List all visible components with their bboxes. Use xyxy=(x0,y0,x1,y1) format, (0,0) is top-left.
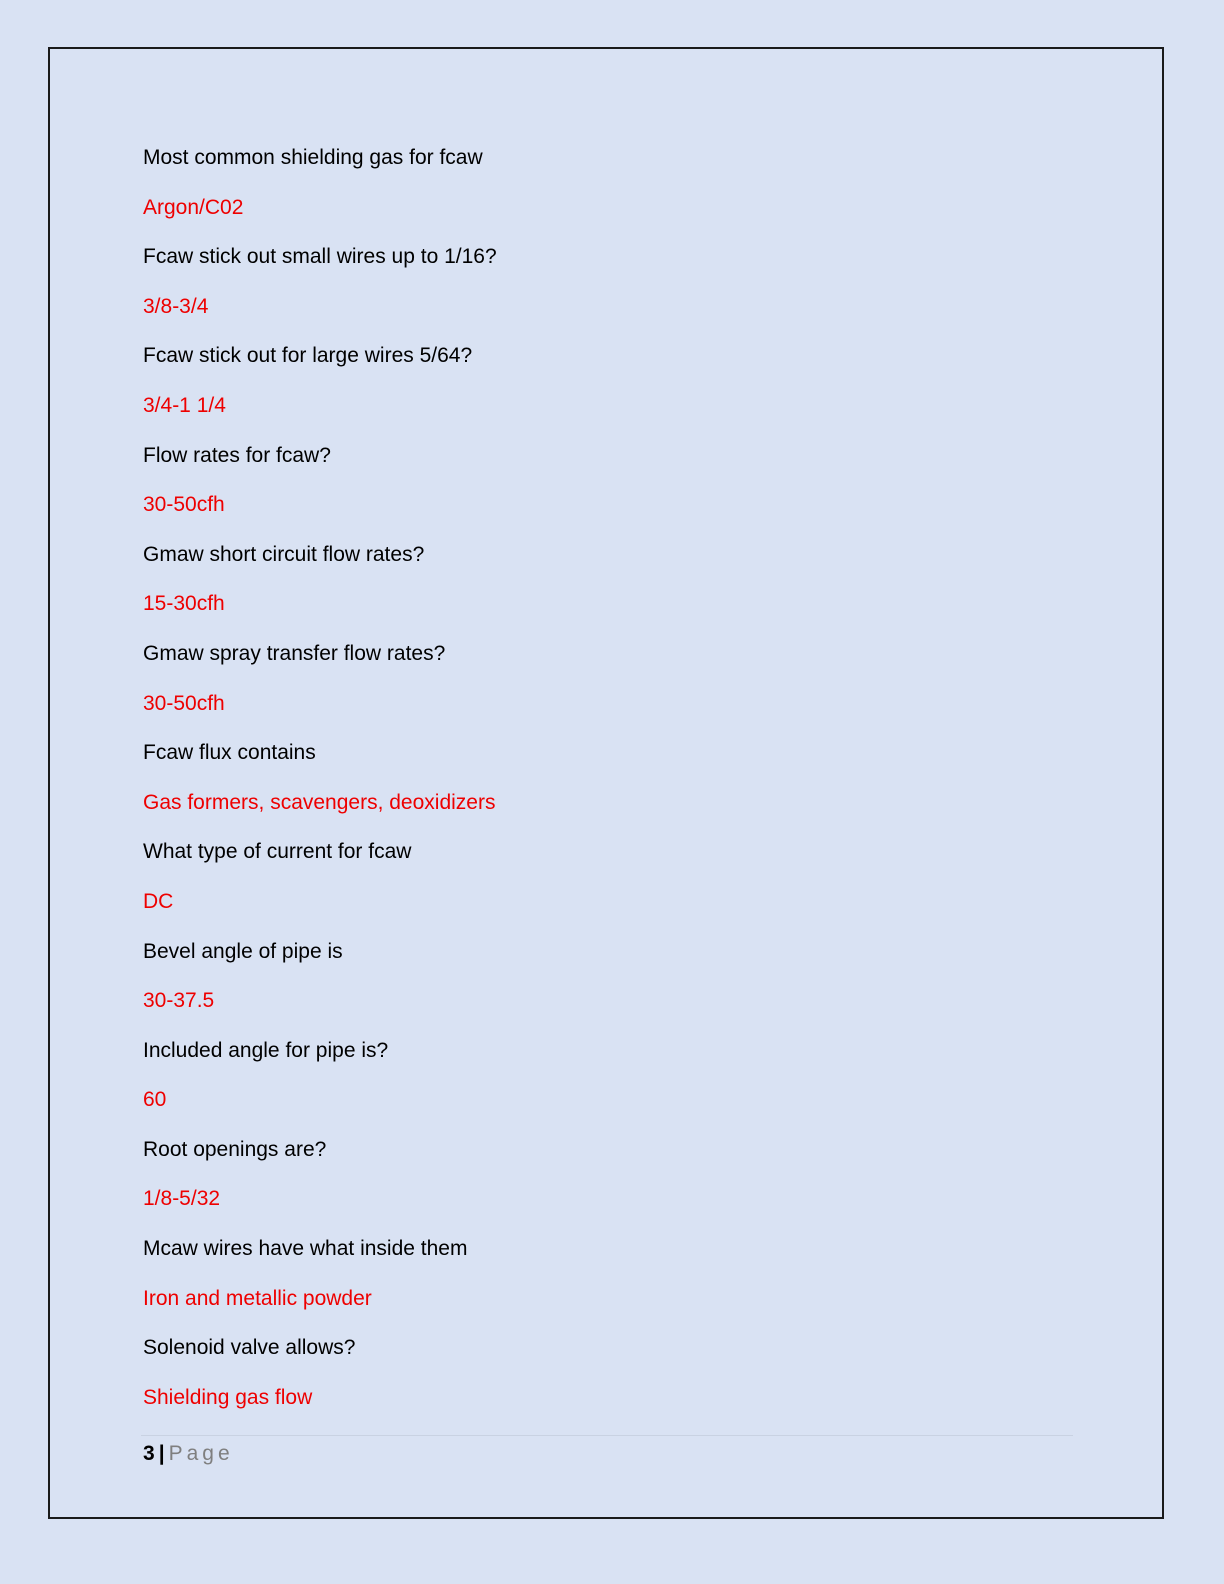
question-line: Fcaw stick out small wires up to 1/16? xyxy=(143,245,497,269)
answer-line: 15-30cfh xyxy=(143,592,225,616)
footer-separator: | xyxy=(158,1442,165,1465)
answer-line: 30-50cfh xyxy=(143,493,225,517)
answer-line: Iron and metallic powder xyxy=(143,1286,372,1310)
page-label: Page xyxy=(168,1442,234,1465)
question-line: Included angle for pipe is? xyxy=(143,1038,389,1062)
question-line: Flow rates for fcaw? xyxy=(143,443,331,467)
answer-line: DC xyxy=(143,889,174,913)
page-number: 3 xyxy=(143,1442,155,1465)
question-line: Root openings are? xyxy=(143,1137,327,1161)
answer-line: 3/4-1 1/4 xyxy=(143,393,226,417)
answer-line: 30-50cfh xyxy=(143,691,225,715)
question-line: Solenoid valve allows? xyxy=(143,1336,356,1360)
answer-line: 3/8-3/4 xyxy=(143,294,209,318)
question-line: What type of current for fcaw xyxy=(143,840,412,864)
page-footer xyxy=(143,1440,234,1468)
answer-line: 1/8-5/32 xyxy=(143,1187,221,1211)
question-line: Fcaw stick out for large wires 5/64? xyxy=(143,344,473,368)
question-line: Most common shielding gas for fcaw xyxy=(143,146,483,169)
answer-line: 60 xyxy=(143,1088,167,1112)
question-line: Mcaw wires have what inside them xyxy=(143,1237,468,1261)
footer-divider xyxy=(141,1435,1073,1436)
answer-line: Argon/C02 xyxy=(143,195,244,219)
qa-list xyxy=(143,143,1073,1432)
question-line: Bevel angle of pipe is xyxy=(143,939,343,963)
question-line: Gmaw spray transfer flow rates? xyxy=(143,641,446,665)
answer-line: Gas formers, scavengers, deoxidizers xyxy=(143,790,496,814)
answer-line: 30-37.5 xyxy=(143,989,215,1013)
question-line: Fcaw flux contains xyxy=(143,741,316,765)
answer-line: Shielding gas flow xyxy=(143,1385,313,1409)
question-line: Gmaw short circuit flow rates? xyxy=(143,542,425,566)
